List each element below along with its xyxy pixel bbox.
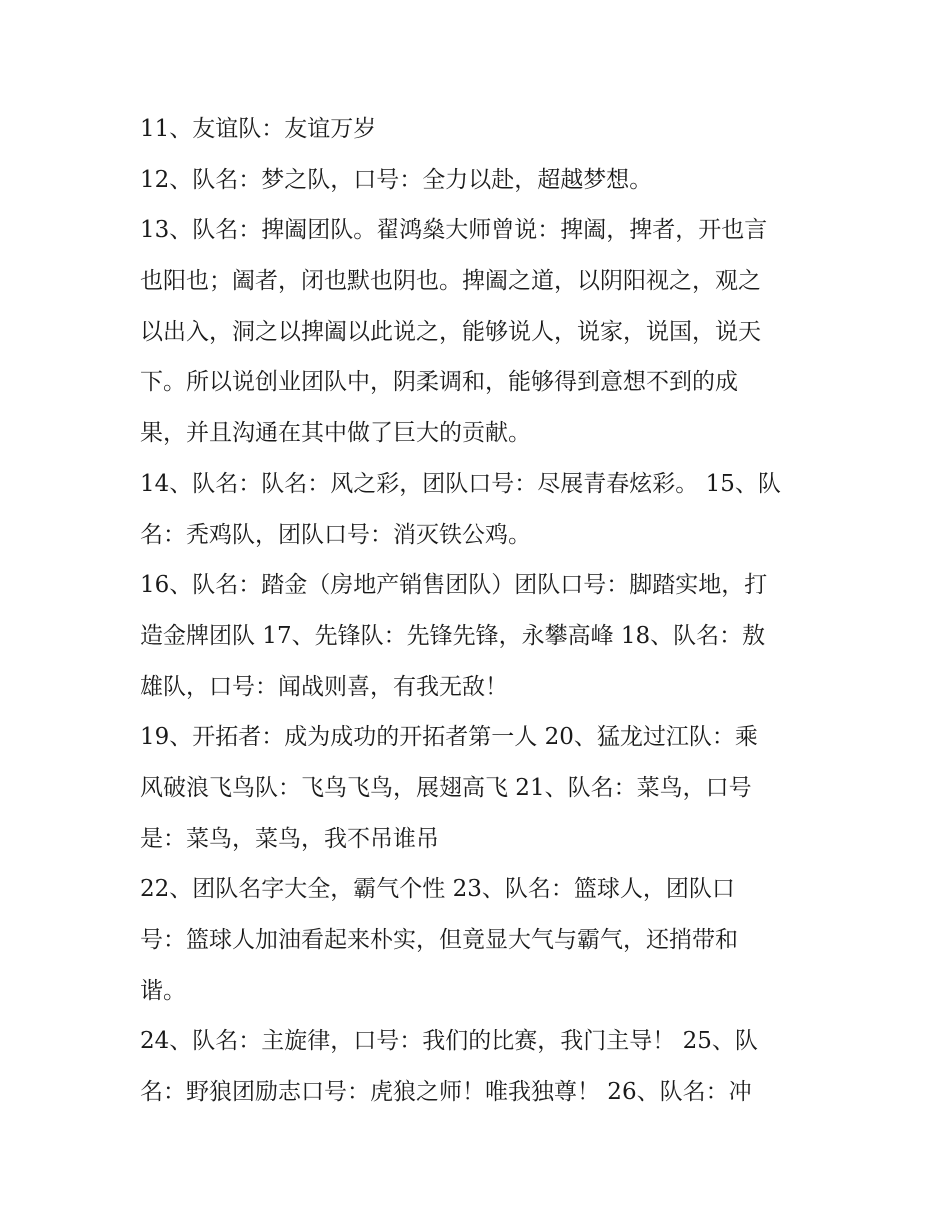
text-line: 16、队名：踏金（房地产销售团队）团队口号：脚踏实地，打 — [140, 572, 768, 599]
text-line: 11、友谊队：友谊万岁 — [140, 116, 377, 142]
text-line: 14、队名：队名：风之彩，团队口号：尽展青春炫彩。 15、队 — [140, 470, 781, 497]
text-line: 名：秃鸡队，团队口号：消灭铁公鸡。 — [140, 521, 531, 548]
text-line: 24、队名：主旋律，口号：我们的比赛，我门主导！ 25、队 — [140, 1028, 758, 1055]
document-body — [140, 104, 820, 1118]
text-line: 也阳也；阖者，闭也默也阴也。捭阖之道，以阴阳视之，观之 — [140, 268, 761, 295]
text-line: 以出入，洞之以捭阖以此说之，能够说人，说家，说国，说天 — [140, 318, 761, 345]
text-line: 雄队，口号：闻战则喜，有我无敌！ — [140, 673, 508, 700]
text-line: 造金牌团队 17、先锋队：先锋先锋，永攀高峰 18、队名：敖 — [140, 622, 766, 649]
text-line: 果，并且沟通在其中做了巨大的贡献。 — [140, 420, 531, 447]
text-line: 名：野狼团励志口号：虎狼之师！唯我独尊！ 26、队名：冲 — [140, 1079, 752, 1106]
text-line: 是：菜鸟，菜鸟，我不吊谁吊 — [140, 825, 439, 852]
text-line: 13、队名：捭阖团队。翟鸿燊大师曾说：捭阖，捭者，开也言 — [140, 217, 768, 244]
text-line: 12、队名：梦之队，口号：全力以赴，超越梦想。 — [140, 166, 653, 193]
text-line: 下。所以说创业团队中，阴柔调和，能够得到意想不到的成 — [140, 369, 738, 396]
text-line: 号：篮球人加油看起来朴实，但竟显大气与霸气，还捎带和 — [140, 927, 738, 953]
text-line: 谐。 — [140, 977, 186, 1004]
text-line: 风破浪飞鸟队：飞鸟飞鸟，展翅高飞 21、队名：菜鸟，口号 — [140, 774, 752, 801]
text-line: 19、开拓者：成为成功的开拓者第一人 20、猛龙过江队：乘 — [140, 724, 758, 751]
text-line: 22、团队名字大全，霸气个性 23、队名：篮球人，团队口 — [140, 876, 735, 903]
